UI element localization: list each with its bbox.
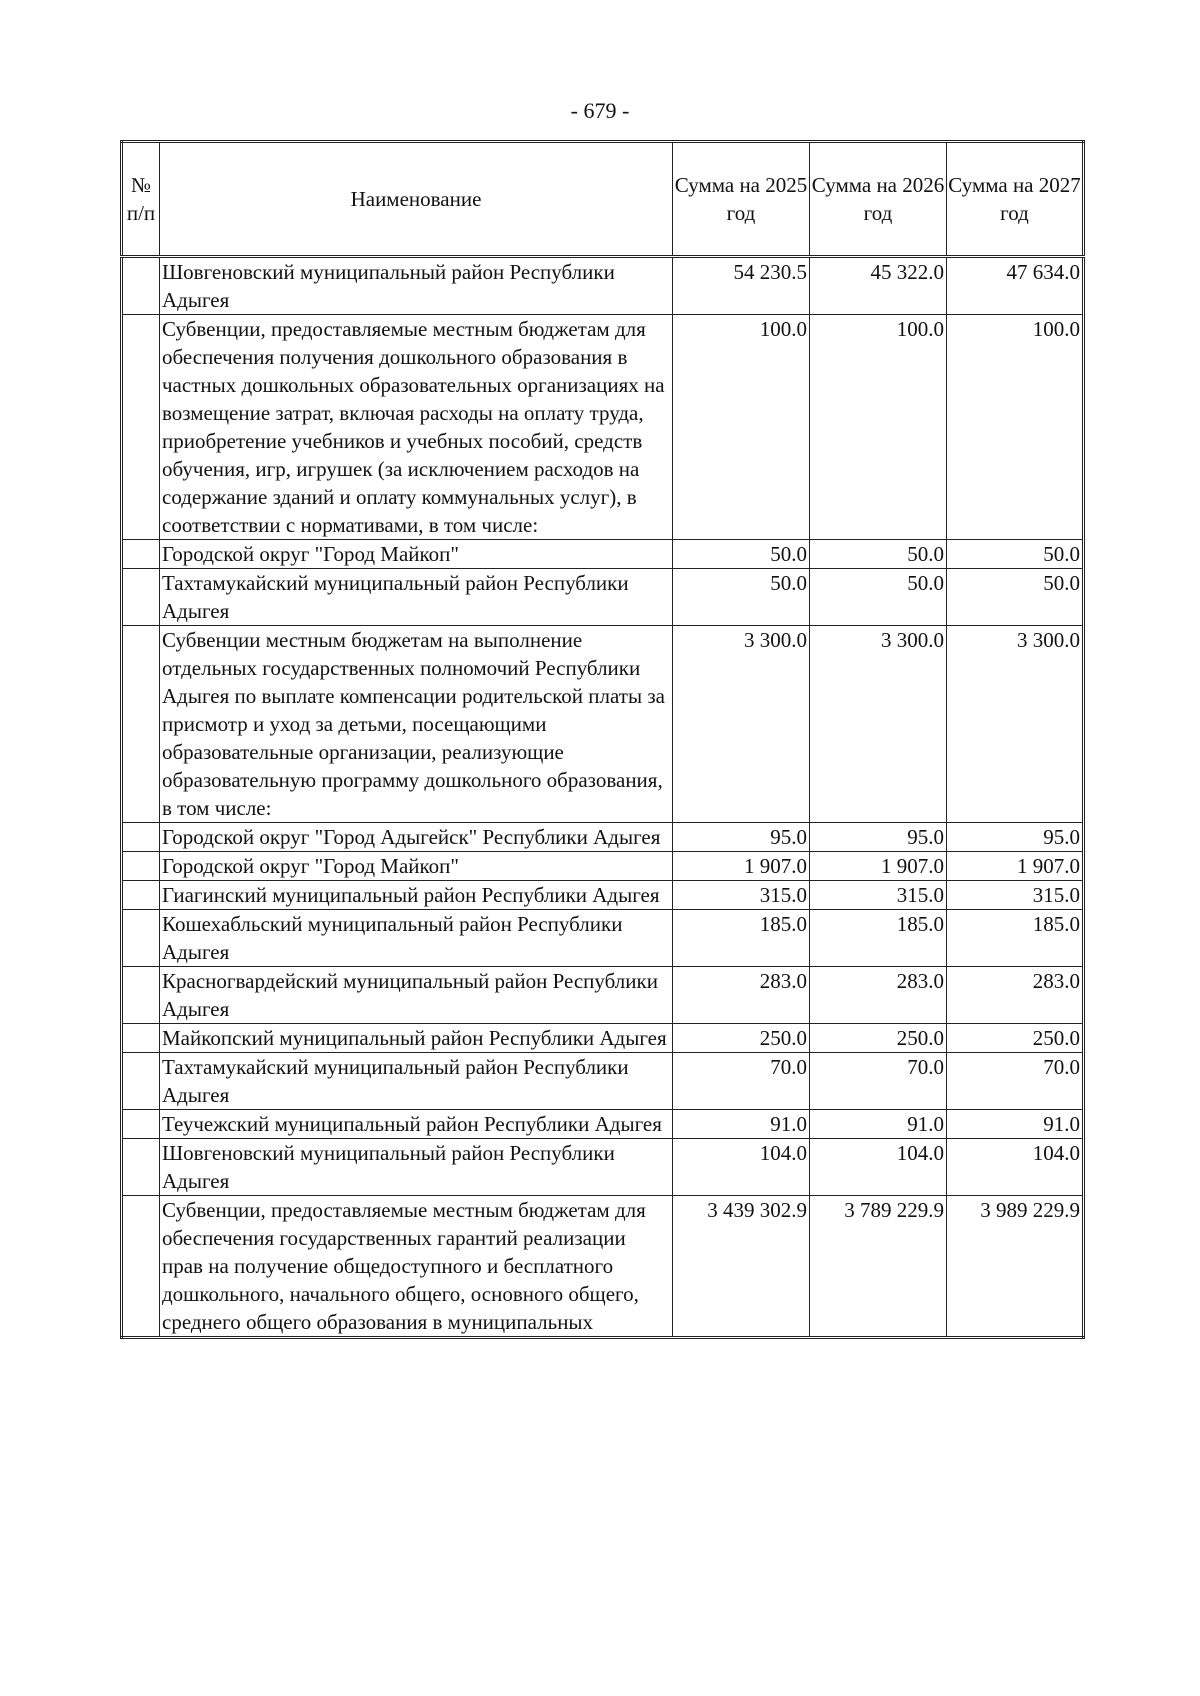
row-sum-2025: 104.0 — [673, 1139, 810, 1196]
table-row — [122, 852, 1084, 881]
table-row — [122, 823, 1084, 852]
header-sum-2025: Сумма на 2025 год — [673, 142, 810, 257]
row-name: Теучежский муниципальный район Республики Адыгея — [160, 1110, 673, 1139]
row-name: Тахтамукайский муниципальный район Республики Адыгея — [160, 1053, 673, 1110]
table-row — [122, 257, 1084, 315]
row-number — [122, 1110, 160, 1139]
row-sum-2027: 1 907.0 — [947, 852, 1084, 881]
row-sum-2025: 250.0 — [673, 1024, 810, 1053]
row-sum-2025: 50.0 — [673, 540, 810, 569]
table-row — [122, 626, 1084, 823]
row-sum-2026: 91.0 — [810, 1110, 947, 1139]
row-name: Городской округ "Город Адыгейск" Республики Адыгея — [160, 823, 673, 852]
row-sum-2026: 250.0 — [810, 1024, 947, 1053]
row-sum-2025: 50.0 — [673, 569, 810, 626]
row-sum-2026: 50.0 — [810, 569, 947, 626]
row-number — [122, 910, 160, 967]
row-sum-2025: 185.0 — [673, 910, 810, 967]
row-sum-2027: 185.0 — [947, 910, 1084, 967]
row-sum-2027: 100.0 — [947, 315, 1084, 540]
row-name: Городской округ "Город Майкоп" — [160, 540, 673, 569]
row-name: Субвенции, предоставляемые местным бюджетам для обеспечения государственных гарантий реализации прав на получение общедоступного и бесплатного дошкольного, начального общего, основного общего, среднего общего образования в муниципальных — [160, 1196, 673, 1338]
row-sum-2026: 1 907.0 — [810, 852, 947, 881]
row-sum-2025: 1 907.0 — [673, 852, 810, 881]
row-number — [122, 852, 160, 881]
row-sum-2027: 283.0 — [947, 967, 1084, 1024]
row-name: Тахтамукайский муниципальный район Республики Адыгея — [160, 569, 673, 626]
page-number: - 679 - — [570, 98, 630, 123]
row-sum-2026: 104.0 — [810, 1139, 947, 1196]
row-sum-2026: 45 322.0 — [810, 257, 947, 315]
row-sum-2027: 3 989 229.9 — [947, 1196, 1084, 1338]
row-sum-2026: 315.0 — [810, 881, 947, 910]
table-row — [122, 569, 1084, 626]
budget-table — [120, 140, 1085, 1339]
table-row — [122, 1053, 1084, 1110]
row-sum-2026: 95.0 — [810, 823, 947, 852]
row-sum-2027: 104.0 — [947, 1139, 1084, 1196]
row-sum-2026: 283.0 — [810, 967, 947, 1024]
row-number — [122, 1053, 160, 1110]
table-row — [122, 1139, 1084, 1196]
row-number — [122, 626, 160, 823]
row-number — [122, 569, 160, 626]
row-number — [122, 315, 160, 540]
row-number — [122, 257, 160, 315]
row-number — [122, 1024, 160, 1053]
row-number — [122, 1139, 160, 1196]
row-sum-2027: 250.0 — [947, 1024, 1084, 1053]
table-row — [122, 540, 1084, 569]
row-sum-2025: 54 230.5 — [673, 257, 810, 315]
row-sum-2026: 3 300.0 — [810, 626, 947, 823]
row-name: Городской округ "Город Майкоп" — [160, 852, 673, 881]
row-name: Кошехабльский муниципальный район Республики Адыгея — [160, 910, 673, 967]
row-sum-2025: 3 439 302.9 — [673, 1196, 810, 1338]
row-sum-2027: 315.0 — [947, 881, 1084, 910]
table-row — [122, 1196, 1084, 1338]
row-sum-2027: 95.0 — [947, 823, 1084, 852]
row-number — [122, 881, 160, 910]
row-sum-2025: 70.0 — [673, 1053, 810, 1110]
row-sum-2025: 95.0 — [673, 823, 810, 852]
row-sum-2027: 50.0 — [947, 569, 1084, 626]
row-name: Гиагинский муниципальный район Республики Адыгея — [160, 881, 673, 910]
table-row — [122, 1024, 1084, 1053]
row-number — [122, 540, 160, 569]
row-sum-2025: 315.0 — [673, 881, 810, 910]
row-sum-2027: 47 634.0 — [947, 257, 1084, 315]
table-row — [122, 881, 1084, 910]
row-sum-2025: 3 300.0 — [673, 626, 810, 823]
row-sum-2027: 91.0 — [947, 1110, 1084, 1139]
header-number: № п/п — [122, 142, 160, 257]
row-sum-2026: 50.0 — [810, 540, 947, 569]
row-sum-2025: 91.0 — [673, 1110, 810, 1139]
row-sum-2026: 100.0 — [810, 315, 947, 540]
row-name: Шовгеновский муниципальный район Республики Адыгея — [160, 1139, 673, 1196]
row-sum-2025: 283.0 — [673, 967, 810, 1024]
row-name: Шовгеновский муниципальный район Республики Адыгея — [160, 257, 673, 315]
row-sum-2026: 185.0 — [810, 910, 947, 967]
row-sum-2027: 3 300.0 — [947, 626, 1084, 823]
header-sum-2026: Сумма на 2026 год — [810, 142, 947, 257]
header-sum-2027: Сумма на 2027 год — [947, 142, 1084, 257]
table-row — [122, 315, 1084, 540]
row-number — [122, 1196, 160, 1338]
row-sum-2026: 70.0 — [810, 1053, 947, 1110]
row-name: Субвенции, предоставляемые местным бюджетам для обеспечения получения дошкольного образования в частных дошкольных образовательных организациях на возмещение затрат, включая расходы на оплату труда, приобретение учебников и учебных пособий, средств обучения, игр, игрушек (за исключением расходов на содержание зданий и оплату коммунальных услуг), в соответствии с нормативами, в том числе: — [160, 315, 673, 540]
row-sum-2027: 70.0 — [947, 1053, 1084, 1110]
table-row — [122, 967, 1084, 1024]
row-sum-2027: 50.0 — [947, 540, 1084, 569]
row-number — [122, 823, 160, 852]
row-number — [122, 967, 160, 1024]
row-sum-2025: 100.0 — [673, 315, 810, 540]
table-row — [122, 910, 1084, 967]
table-header-row — [122, 142, 1084, 257]
table-body — [122, 257, 1084, 1338]
row-sum-2026: 3 789 229.9 — [810, 1196, 947, 1338]
table-row — [122, 1110, 1084, 1139]
header-name: Наименование — [160, 142, 673, 257]
row-name: Красногвардейский муниципальный район Республики Адыгея — [160, 967, 673, 1024]
row-name: Субвенции местным бюджетам на выполнение отдельных государственных полномочий Республики Адыгея по выплате компенсации родительской платы за присмотр и уход за детьми, посещающими образовательные организации, реализующие образовательную программу дошкольного образования, в том числе: — [160, 626, 673, 823]
row-name: Майкопский муниципальный район Республики Адыгея — [160, 1024, 673, 1053]
